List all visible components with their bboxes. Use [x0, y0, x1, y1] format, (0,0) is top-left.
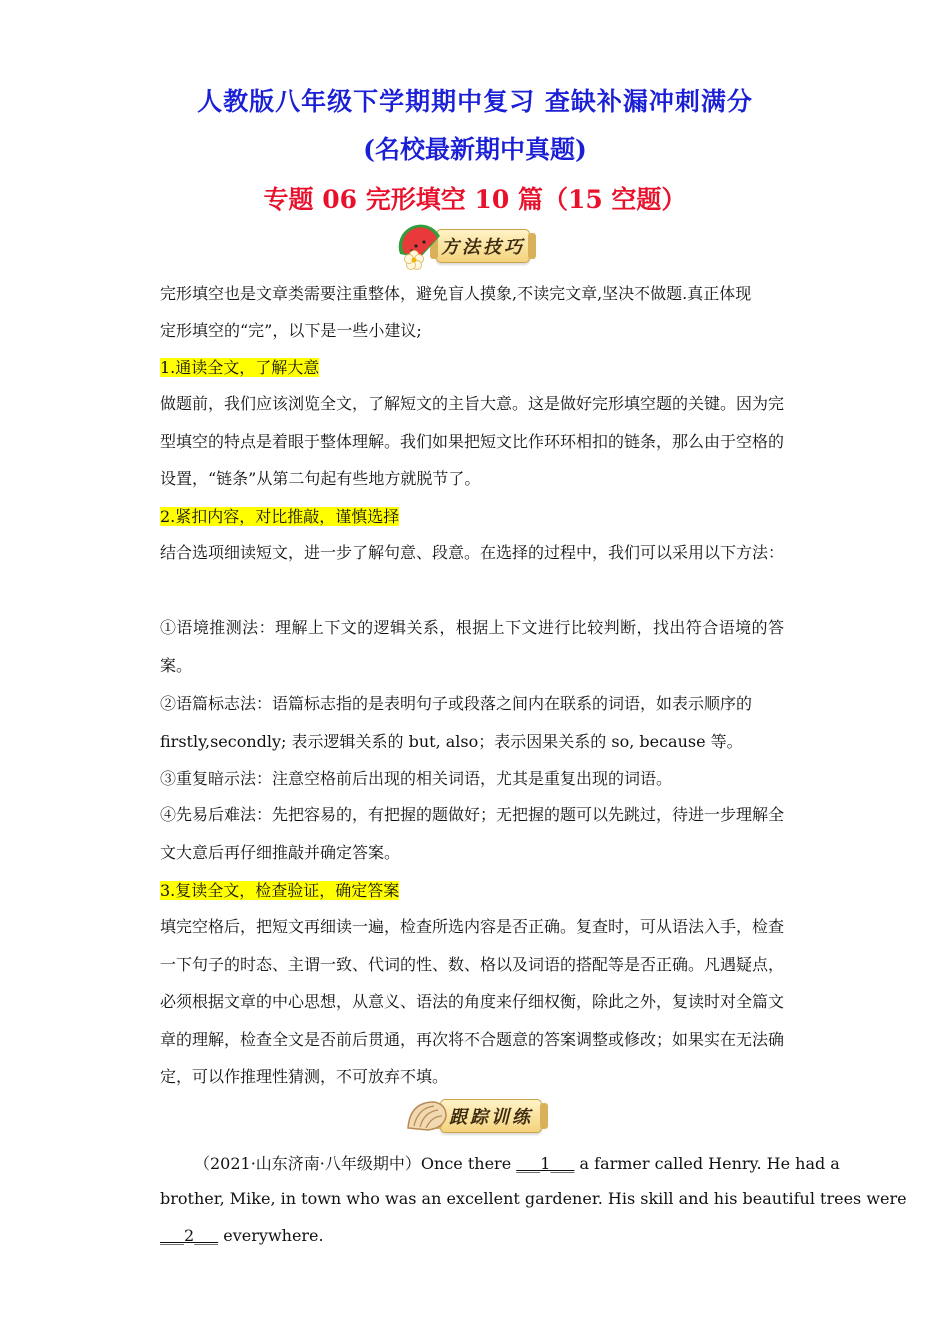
section-heading-2: 2.紧扣内容，对比推敲，谨慎选择	[160, 507, 400, 526]
shell-icon	[404, 1096, 450, 1136]
page-subtitle: (名校最新期中真题)	[363, 135, 587, 164]
watermelon-flower-icon	[396, 224, 448, 270]
section-body-1: 做题前，我们应该浏览全文，了解短文的主旨大意。这是做好完形填空题的关键。因为完型填空的特点是着眼于整体理解。我们如果把短文比作环环相扣的链条，那么由于空格的设置，“链条”从第二句起有些地方就脱节了。	[160, 394, 785, 488]
exercise-line-1: （2021·山东济南·八年级期中）Once there ___1___ a farmer called Henry. He had a	[194, 1154, 840, 1173]
blank-2: ___2___	[160, 1226, 219, 1245]
section-body-2: 结合选项细读短文，进一步了解句意、段意。在选择的过程中，我们可以采用以下方法：	[160, 543, 785, 562]
section-heading-1: 1.通读全文，了解大意	[160, 358, 320, 377]
intro-line-2: 定形填空的“完”，以下是一些小建议;	[160, 321, 422, 340]
practice-banner-label: 跟踪训练	[440, 1099, 542, 1133]
exercise-line-3: ___2___ everywhere.	[160, 1226, 324, 1245]
section-body-3: 填完空格后，把短文再细读一遍，检查所选内容是否正确。复查时，可从语法入手，检查一下句子的时态、主谓一致、代词的性、数、格以及词语的搭配等是否正确。凡遇疑点，必须根据文章的中心思想，从意义、语法的角度来仔细权衡，除此之外，复读时对全篇文章的理解，检查全文是否前后贯通，再次将不合题意的答案调整或修改；如果实在无法确定，可以作推理性猜测，不可放弃不填。	[160, 917, 785, 1086]
intro-line-1: 完形填空也是文章类需要注重整体，避免盲人摸象,不读完文章,坚决不做题.真正体现	[160, 284, 752, 303]
method-item-4: ④先易后难法：先把容易的，有把握的题做好；无把握的题可以先跳过，待进一步理解全文大意后再仔细推敲并确定答案。	[160, 805, 785, 862]
method-item-1: ①语境推测法：理解上下文的逻辑关系，根据上下文进行比较判断，找出符合语境的答案。	[160, 618, 784, 675]
exercise-line-2: brother, Mike, in town who was an excellent gardener. His skill and his beautiful trees were	[160, 1189, 907, 1208]
section-heading-3: 3.复读全文，检查验证，确定答案	[160, 881, 400, 900]
method-banner	[396, 228, 530, 264]
page-title: 人教版八年级下学期期中复习 查缺补漏冲刺满分	[197, 87, 753, 116]
method-item-3: ③重复暗示法：注意空格前后出现的相关词语，尤其是重复出现的词语。	[160, 769, 673, 788]
blank-1: ___1___	[516, 1154, 575, 1173]
practice-banner	[404, 1098, 542, 1134]
topic-title: 专题 06 完形填空 10 篇（15 空题）	[263, 185, 687, 214]
method-item-2-line-2: firstly,secondly; 表示逻辑关系的 but, also；表示因果关系的 so, because 等。	[160, 732, 743, 751]
method-banner-label: 方法技巧	[436, 229, 530, 263]
method-item-2-line-1: ②语篇标志法：语篇标志指的是表明句子或段落之间内在联系的词语，如表示顺序的	[160, 694, 753, 713]
